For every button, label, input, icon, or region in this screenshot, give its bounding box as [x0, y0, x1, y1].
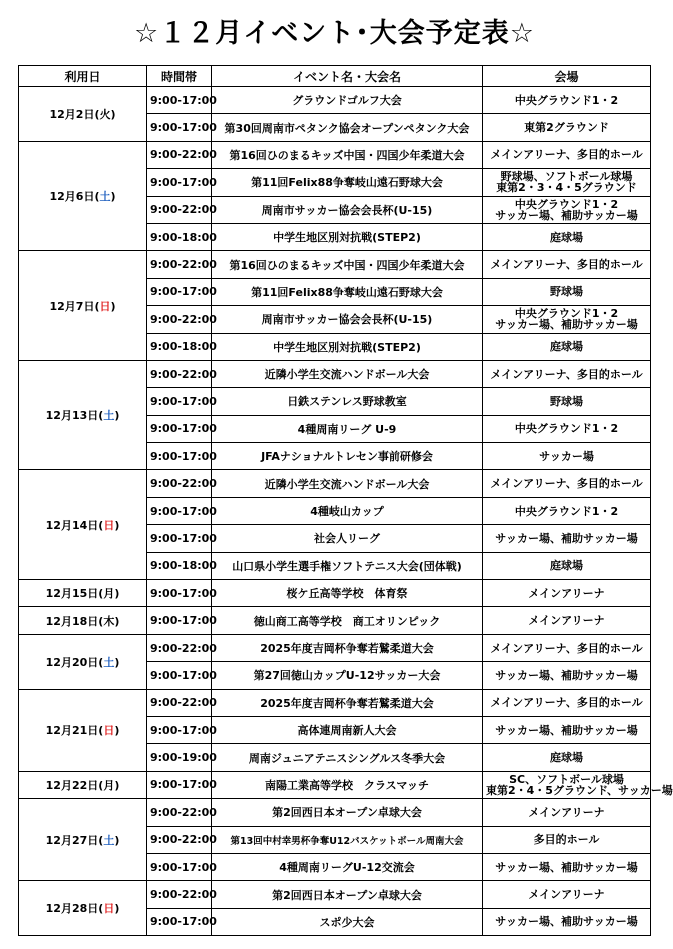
time-cell: 9:00-17:00 [147, 278, 212, 305]
time-cell: 9:00-22:00 [147, 251, 212, 278]
event-cell: 中学生地区別対抗戦(STEP2) [212, 333, 483, 360]
event-cell: 第2回西日本オープン卓球大会 [212, 881, 483, 908]
venue-cell [483, 251, 651, 278]
time-cell: 9:00-22:00 [147, 141, 212, 168]
venue-cell [483, 196, 651, 223]
time-cell: 9:00-22:00 [147, 634, 212, 661]
day-of-week: 土 [103, 409, 115, 423]
table-row [19, 470, 651, 497]
venue-line: メインアリーナ、多目的ホール [490, 641, 643, 655]
date-cell: 12月6日(土) [19, 141, 147, 251]
venue-line: メインアリーナ、多目的ホール [490, 696, 643, 710]
time-cell: 9:00-17:00 [147, 497, 212, 524]
date-text: 12月13日 [45, 409, 99, 423]
time-cell: 9:00-22:00 [147, 799, 212, 826]
venue-cell [483, 497, 651, 524]
event-cell: 社会人リーグ [212, 525, 483, 552]
venue-line: メインアリーナ、多目的ホール [490, 367, 643, 381]
time-cell: 9:00-17:00 [147, 525, 212, 552]
event-cell: 周南市サッカー協会会長杯(U-15) [212, 306, 483, 333]
event-cell: 第11回Felix88争奪岐山遠石野球大会 [212, 169, 483, 196]
time-cell: 9:00-22:00 [147, 196, 212, 223]
event-cell: 桜ケ丘高等学校 体育祭 [212, 580, 483, 607]
venue-line: 中央グラウンド1・2 [514, 197, 619, 211]
venue-line: サッカー場、補助サッカー場 [495, 915, 638, 929]
date-cell: 12月13日(土) [19, 360, 147, 470]
date-cell: 12月18日(木) [19, 607, 147, 634]
date-text: 12月7日 [49, 299, 95, 313]
venue-line: 野球場、ソフトボール球場 [500, 170, 633, 184]
venue-line: 中央グラウンド1・2 [514, 307, 619, 321]
time-cell: 9:00-17:00 [147, 415, 212, 442]
event-cell: 4種周南リーグU-12交流会 [212, 853, 483, 880]
date-text: 12月18日 [45, 614, 99, 628]
time-cell: 9:00-22:00 [147, 306, 212, 333]
venue-line: メインアリーナ、多目的ホール [490, 148, 643, 162]
event-cell: 第16回ひのまるキッズ中国・四国少年柔道大会 [212, 251, 483, 278]
venue-line: メインアリーナ [528, 586, 605, 600]
venue-cell [483, 223, 651, 250]
day-of-week: 火 [99, 107, 111, 121]
date-text: 12月27日 [45, 833, 99, 847]
event-cell: 2025年度吉岡杯争奪若鷲柔道大会 [212, 634, 483, 661]
venue-line: サッカー場、補助サッカー場 [495, 668, 638, 682]
venue-line: 庭球場 [550, 559, 583, 573]
time-cell: 9:00-17:00 [147, 771, 212, 798]
event-cell: 2025年度吉岡杯争奪若鷲柔道大会 [212, 689, 483, 716]
venue-cell [483, 853, 651, 880]
time-cell: 9:00-17:00 [147, 908, 212, 935]
time-cell: 9:00-18:00 [147, 552, 212, 579]
day-of-week: 日 [99, 299, 111, 313]
date-text: 12月21日 [45, 724, 99, 738]
venue-line: 庭球場 [550, 230, 583, 244]
table-row [19, 251, 651, 278]
event-cell: 近隣小学生交流ハンドボール大会 [212, 470, 483, 497]
date-text: 12月14日 [45, 518, 99, 532]
event-cell: JFAナショナルトレセン事前研修会 [212, 443, 483, 470]
event-cell: 第30回周南市ペタンク協会オープンペタンク大会 [212, 114, 483, 141]
date-cell: 12月20日(土) [19, 634, 147, 689]
header-time: 時間帯 [147, 66, 212, 87]
table-row [19, 360, 651, 387]
venue-line: 東第2・3・4・5グラウンド [496, 181, 637, 195]
day-of-week: 月 [103, 587, 115, 601]
venue-line: 中央グラウンド1・2 [514, 422, 619, 436]
venue-line: 庭球場 [550, 751, 583, 765]
time-cell: 9:00-17:00 [147, 443, 212, 470]
table-row [19, 689, 651, 716]
venue-cell [483, 360, 651, 387]
venue-line: サッカー場、補助サッカー場 [495, 531, 638, 545]
time-cell: 9:00-17:00 [147, 853, 212, 880]
time-cell: 9:00-22:00 [147, 689, 212, 716]
venue-cell [483, 580, 651, 607]
venue-line: サッカー場、補助サッカー場 [495, 208, 638, 222]
time-cell: 9:00-17:00 [147, 169, 212, 196]
time-cell: 9:00-17:00 [147, 114, 212, 141]
venue-cell [483, 87, 651, 114]
venue-cell [483, 169, 651, 196]
time-cell: 9:00-17:00 [147, 388, 212, 415]
venue-cell [483, 525, 651, 552]
venue-cell [483, 908, 651, 935]
date-cell: 12月2日(火) [19, 87, 147, 142]
venue-cell [483, 141, 651, 168]
venue-cell [483, 388, 651, 415]
venue-cell [483, 881, 651, 908]
time-cell: 9:00-22:00 [147, 470, 212, 497]
venue-line: サッカー場、補助サッカー場 [495, 318, 638, 332]
table-row [19, 607, 651, 634]
date-text: 12月15日 [45, 587, 99, 601]
event-cell: 中学生地区別対抗戦(STEP2) [212, 223, 483, 250]
venue-cell [483, 662, 651, 689]
venue-cell [483, 634, 651, 661]
date-text: 12月2日 [49, 107, 95, 121]
event-cell: 日鉄ステンレス野球教室 [212, 388, 483, 415]
day-of-week: 月 [103, 778, 115, 792]
table-row [19, 634, 651, 661]
event-cell: 第11回Felix88争奪岐山遠石野球大会 [212, 278, 483, 305]
table-row [19, 87, 651, 114]
time-cell: 9:00-22:00 [147, 881, 212, 908]
event-cell: 周南ジュニアテニスシングルス冬季大会 [212, 744, 483, 771]
table-row [19, 881, 651, 908]
venue-line: サッカー場 [539, 449, 594, 463]
event-cell: 第2回西日本オープン卓球大会 [212, 799, 483, 826]
venue-cell [483, 333, 651, 360]
day-of-week: 日 [103, 518, 115, 532]
page-title: ☆１２月イベント･大会予定表☆ [134, 18, 535, 49]
date-cell: 12月14日(日) [19, 470, 147, 580]
day-of-week: 土 [103, 833, 115, 847]
time-cell: 9:00-17:00 [147, 580, 212, 607]
date-text: 12月22日 [45, 778, 99, 792]
time-cell: 9:00-19:00 [147, 744, 212, 771]
event-cell: 4種周南リーグ U-9 [212, 415, 483, 442]
venue-line: 東第2グラウンド [524, 121, 609, 135]
event-cell: 第16回ひのまるキッズ中国・四国少年柔道大会 [212, 141, 483, 168]
venue-cell [483, 744, 651, 771]
venue-line: SC、ソフトボール球場 [509, 772, 624, 786]
table-row [19, 141, 651, 168]
event-cell: 第27回徳山カップU-12サッカー大会 [212, 662, 483, 689]
event-cell: 第13回中村幸男杯争奪U12バスケットボール周南大会 [212, 826, 483, 853]
day-of-week: 土 [103, 655, 115, 669]
time-cell: 9:00-18:00 [147, 333, 212, 360]
header-event: イベント名・大会名 [212, 66, 483, 87]
event-cell: 近隣小学生交流ハンドボール大会 [212, 360, 483, 387]
event-cell: 4種岐山カップ [212, 497, 483, 524]
day-of-week: 土 [99, 190, 111, 204]
venue-line: 多目的ホール [533, 833, 600, 847]
date-text: 12月20日 [45, 655, 99, 669]
day-of-week: 木 [103, 614, 115, 628]
time-cell: 9:00-17:00 [147, 662, 212, 689]
time-cell: 9:00-22:00 [147, 360, 212, 387]
header-date: 利用日 [19, 66, 147, 87]
table-row [19, 771, 651, 798]
day-of-week: 日 [103, 724, 115, 738]
event-cell: 高体連周南新人大会 [212, 716, 483, 743]
event-cell: グラウンドゴルフ大会 [212, 87, 483, 114]
venue-cell [483, 799, 651, 826]
venue-line: 野球場 [550, 285, 583, 299]
venue-line: サッカー場、補助サッカー場 [495, 723, 638, 737]
table-row [19, 799, 651, 826]
date-text: 12月28日 [45, 902, 99, 916]
venue-line: メインアリーナ [528, 614, 605, 628]
venue-line: メインアリーナ [528, 888, 605, 902]
venue-line: サッカー場、補助サッカー場 [495, 860, 638, 874]
event-cell: 山口県小学生選手権ソフトテニス大会(団体戦) [212, 552, 483, 579]
venue-cell [483, 552, 651, 579]
event-cell: スポ少大会 [212, 908, 483, 935]
venue-cell [483, 470, 651, 497]
venue-cell [483, 716, 651, 743]
venue-cell [483, 443, 651, 470]
venue-line: 野球場 [550, 394, 583, 408]
date-cell: 12月21日(日) [19, 689, 147, 771]
venue-cell [483, 114, 651, 141]
venue-line: メインアリーナ [528, 805, 605, 819]
venue-cell [483, 306, 651, 333]
date-cell: 12月27日(土) [19, 799, 147, 881]
venue-line: メインアリーナ、多目的ホール [490, 477, 643, 491]
venue-line: 東第2・4・5グラウンド、サッカー場 [486, 783, 673, 797]
venue-line: 中央グラウンド1・2 [514, 93, 619, 107]
time-cell: 9:00-22:00 [147, 826, 212, 853]
venue-line: メインアリーナ、多目的ホール [490, 258, 643, 272]
venue-cell [483, 607, 651, 634]
day-of-week: 日 [103, 902, 115, 916]
header-row [19, 66, 651, 87]
date-text: 12月6日 [49, 190, 95, 204]
venue-cell [483, 415, 651, 442]
event-cell: 南陽工業高等学校 クラスマッチ [212, 771, 483, 798]
venue-cell [483, 278, 651, 305]
date-cell: 12月15日(月) [19, 580, 147, 607]
venue-cell [483, 689, 651, 716]
schedule-table [18, 65, 673, 936]
date-cell: 12月28日(日) [19, 881, 147, 936]
table-row [19, 580, 651, 607]
venue-line: 中央グラウンド1・2 [514, 504, 619, 518]
schedule-body [19, 87, 673, 936]
header-venue: 会場 [483, 66, 651, 87]
date-cell: 12月22日(月) [19, 771, 147, 798]
event-cell: 徳山商工高等学校 商工オリンピック [212, 607, 483, 634]
event-cell: 周南市サッカー協会会長杯(U-15) [212, 196, 483, 223]
venue-line: 庭球場 [550, 340, 583, 354]
venue-cell [483, 771, 673, 798]
date-cell: 12月7日(日) [19, 251, 147, 361]
time-cell: 9:00-18:00 [147, 223, 212, 250]
time-cell: 9:00-17:00 [147, 607, 212, 634]
time-cell: 9:00-17:00 [147, 716, 212, 743]
venue-cell [483, 826, 651, 853]
time-cell: 9:00-17:00 [147, 87, 212, 114]
